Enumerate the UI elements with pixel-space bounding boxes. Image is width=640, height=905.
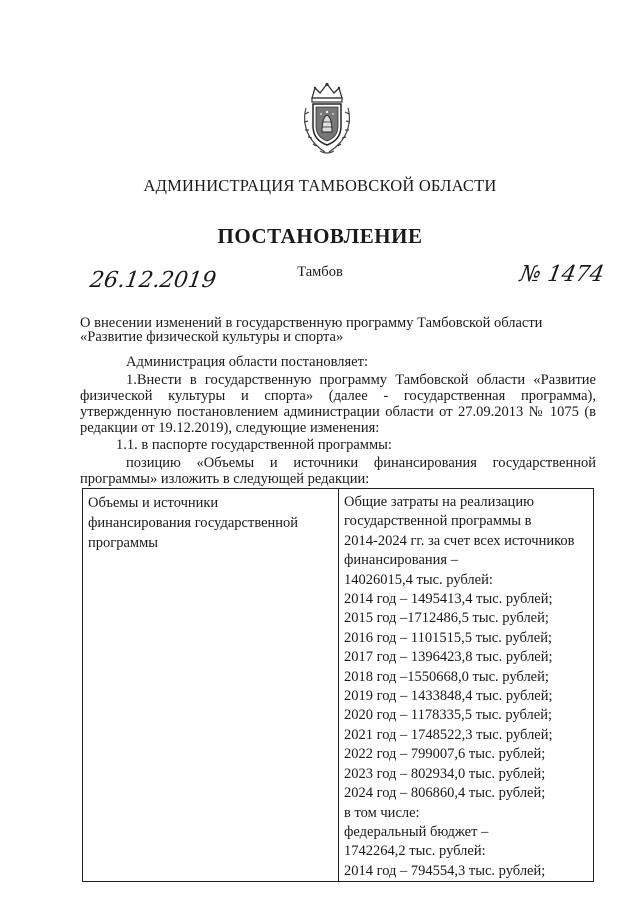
financing-table bbox=[82, 488, 594, 882]
value-line: в том числе: bbox=[344, 804, 420, 821]
value-line: 2015 год –1712486,5 тыс. рублей; bbox=[344, 610, 549, 627]
value-line: 2020 год – 1178335,5 тыс. рублей; bbox=[344, 707, 552, 724]
table-cell-value bbox=[339, 489, 594, 882]
paragraph-passport: 1.1. в паспорте государственной программы: bbox=[116, 437, 392, 453]
subject-line: «Развитие физической культуры и спорта» bbox=[80, 329, 344, 345]
value-line: 2018 год –1550668,0 тыс. рублей; bbox=[344, 668, 549, 685]
table-cell-label bbox=[83, 489, 339, 882]
value-line: 2021 год – 1748522,3 тыс. рублей; bbox=[344, 726, 553, 743]
label-line: финансирования государственной bbox=[88, 515, 299, 531]
value-line: 14026015,4 тыс. рублей: bbox=[344, 571, 493, 588]
label-line: Объемы и источники bbox=[88, 495, 219, 511]
document-city: Тамбов bbox=[297, 264, 343, 280]
paragraph-amendment: 1.Внести в государственную программу Тамбовской области «Развитие физической культуры и спорта» (далее - государственная программа), утвержденную постановлением администрации области от 27.09.2013 № 1075 (в редакции от 19.12.2019), следующие изменения: bbox=[80, 372, 596, 436]
document-date: 26.12.2019 bbox=[88, 268, 218, 293]
value-line: финансирования – bbox=[344, 552, 458, 569]
value-line: Общие затраты на реализацию bbox=[344, 494, 534, 510]
value-line: 2022 год – 799007,6 тыс. рублей; bbox=[344, 746, 546, 763]
value-line: 2014-2024 гг. за счет всех источников bbox=[344, 532, 575, 549]
value-line: государственной программы в bbox=[344, 513, 532, 530]
table-row bbox=[83, 489, 594, 882]
value-line: 1742264,2 тыс. рублей: bbox=[344, 843, 486, 860]
value-line: 2019 год – 1433848,4 тыс. рублей; bbox=[344, 688, 553, 705]
value-line: 2014 год – 794554,3 тыс. рублей; bbox=[344, 862, 546, 879]
document-type-title: ПОСТАНОВЛЕНИЕ bbox=[217, 224, 423, 248]
value-line: федеральный бюджет – bbox=[344, 823, 489, 840]
tambov-coat-of-arms-icon bbox=[300, 82, 354, 156]
document-subject bbox=[80, 316, 596, 344]
value-line: 2024 год – 806860,4 тыс. рублей; bbox=[344, 785, 546, 802]
value-line: 2016 год – 1101515,5 тыс. рублей; bbox=[344, 629, 552, 646]
value-line: 2014 год – 1495413,4 тыс. рублей; bbox=[344, 591, 553, 608]
document-number: № 1474 bbox=[517, 262, 607, 287]
subject-line: О внесении изменений в государственную программу Тамбовской области bbox=[80, 315, 543, 331]
value-line: 2023 год – 802934,0 тыс. рублей; bbox=[344, 765, 546, 782]
organization-name: АДМИНИСТРАЦИЯ ТАМБОВСКОЙ ОБЛАСТИ bbox=[143, 176, 497, 195]
paragraph-position: позицию «Объемы и источники финансирования государственной программы» изложить в следующей редакции: bbox=[80, 455, 596, 487]
label-line: программы bbox=[88, 535, 158, 551]
paragraph-resolves: Администрация области постановляет: bbox=[126, 354, 368, 370]
value-line: 2017 год – 1396423,8 тыс. рублей; bbox=[344, 649, 553, 666]
